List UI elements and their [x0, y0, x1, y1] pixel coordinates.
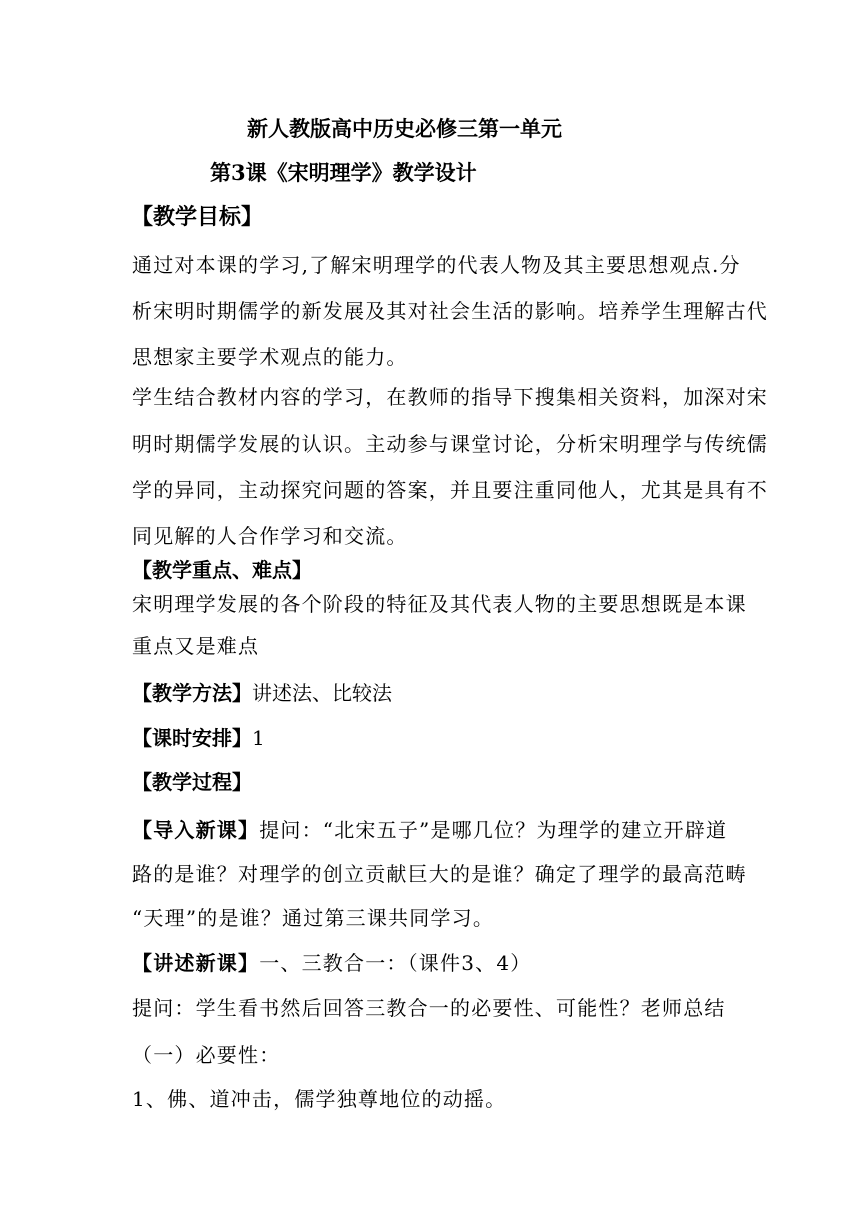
objectives-p2-line1: 学生结合教材内容的学习，在教师的指导下搜集相关资料，加深对宋 [132, 385, 768, 409]
lecture-label: 【讲述新课】 [132, 951, 260, 975]
method-text: 讲述法、比较法 [252, 681, 392, 705]
necessity-heading: （一）必要性： [132, 1043, 281, 1067]
keypoints-line2: 重点又是难点 [132, 634, 260, 658]
objectives-p2-line3: 学的异同，主动探究问题的答案，并且要注重同他人，尤其是具有不 [132, 478, 768, 502]
schedule-text: 1 [252, 726, 265, 750]
objectives-p2-line2: 明时期儒学发展的认识。主动参与课堂讨论，分析宋明理学与传统儒 [132, 432, 768, 456]
lecture-text: 一、三教合一：（课件3、4） [259, 951, 532, 975]
keypoints-heading: 【教学重点、难点】 [132, 558, 312, 582]
question-line: 提问：学生看书然后回答三教合一的必要性、可能性？老师总结 [132, 996, 726, 1020]
objectives-p1-line3: 思想家主要学术观点的能力。 [132, 345, 408, 369]
objectives-p1-line2: 析宋明时期儒学的新发展及其对社会生活的影响。培养学生理解古代 [132, 299, 768, 323]
process-heading: 【教学过程】 [132, 770, 252, 794]
method-label: 【教学方法】 [132, 681, 252, 705]
intro-text-line1: 提问：“北宋五子”是哪几位？为理学的建立开辟道 [259, 818, 728, 842]
objectives-heading: 【教学目标】 [131, 204, 264, 230]
keypoints-line1: 宋明理学发展的各个阶段的特征及其代表人物的主要思想既是本课 [132, 592, 747, 616]
schedule-line [132, 726, 265, 750]
intro-line1 [132, 818, 727, 842]
intro-label: 【导入新课】 [132, 818, 260, 842]
objectives-p2-line4: 同见解的人合作学习和交流。 [132, 524, 408, 548]
schedule-label: 【课时安排】 [132, 726, 252, 750]
method-line [132, 681, 392, 705]
objectives-p1-line1: 通过对本课的学习,了解宋明理学的代表人物及其主要思想观点.分 [132, 253, 741, 277]
lecture-line [132, 951, 531, 975]
point-1: 1、佛、道冲击，儒学独尊地位的动摇。 [132, 1087, 507, 1111]
document-subtitle: 第3课《宋明理学》教学设计 [210, 160, 477, 185]
document-title: 新人教版高中历史必修三第一单元 [247, 116, 562, 141]
intro-line3: “天理”的是谁？通过第三课共同学习。 [132, 906, 495, 930]
intro-line2: 路的是谁？对理学的创立贡献巨大的是谁？确定了理学的最高范畴 [132, 862, 747, 886]
